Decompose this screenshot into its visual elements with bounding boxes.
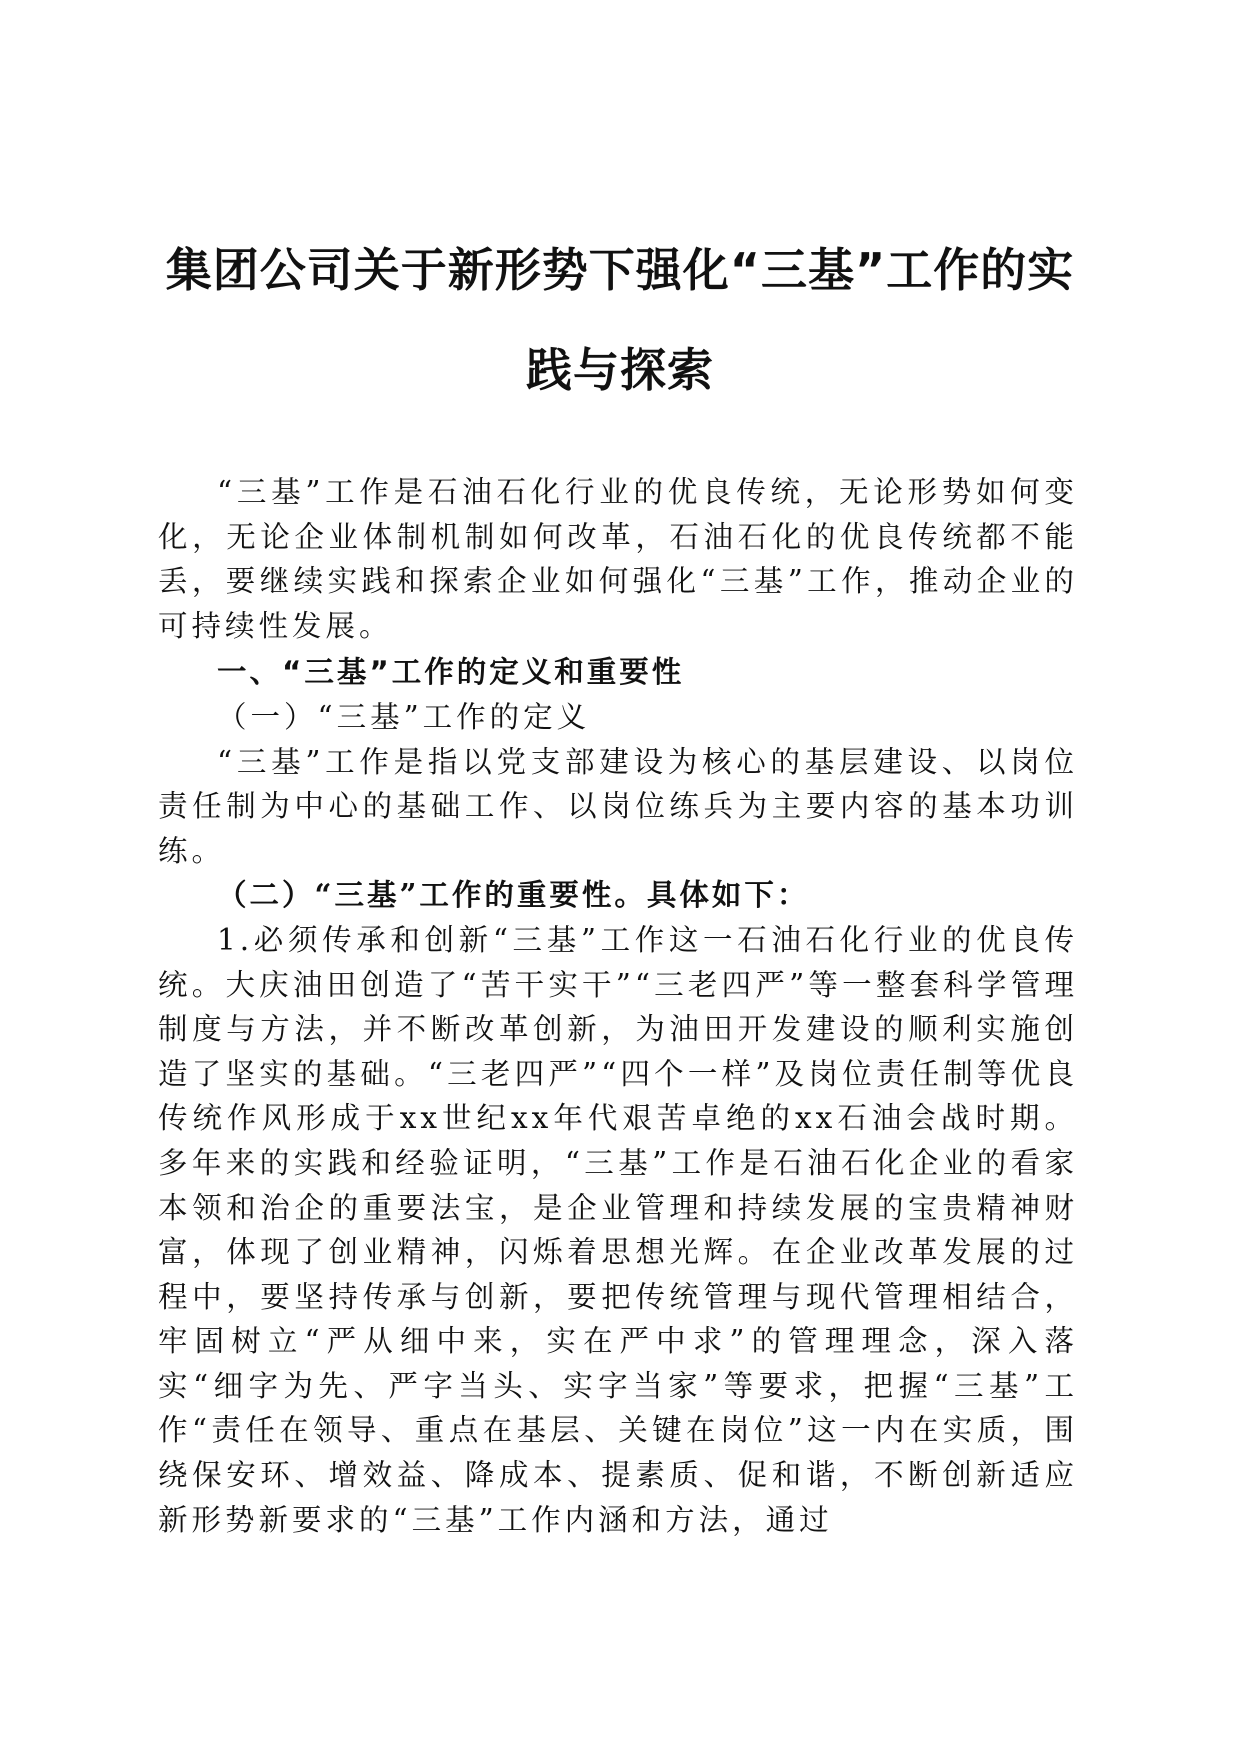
definition-paragraph: “三基”工作是指以党支部建设为核心的基层建设、以岗位责任制为中心的基础工作、以岗位练兵为主要内容的基本功训练。 bbox=[158, 744, 1078, 868]
point-1-paragraph: 1.必须传承和创新“三基”工作这一石油石化行业的优良传统。大庆油田创造了“苦干实干”“三老四严”等一整套科学管理制度与方法，并不断改革创新，为油田开发建设的顺利实施创造了坚实的基础。“三老四严”“四个一样”及岗位责任制等优良传统作风形成于xx世纪xx年代艰苦卓绝的xx石油会战时期。多年来的实践和经验证明，“三基”工作是石油石化企业的看家本领和治企的重要法宝，是企业管理和持续发展的宝贵精神财富，体现了创业精神，闪烁着思想光辉。在企业改革发展的过程中，要坚持传承与创新，要把传统管理与现代管理相结合，牢固树立“严从细中来，实在严中求”的管理理念，深入落实“细字为先、严字当头、实字当家”等要求，把握“三基”工作“责任在领导、重点在基层、关键在岗位”这一内在实质，围绕保安环、增效益、降成本、提素质、促和谐，不断创新适应新形势新要求的“三基”工作内涵和方法，通过 bbox=[158, 922, 1078, 1537]
title-line-1: 集团公司关于新形势下强化“三基”工作的实 bbox=[165, 243, 1075, 297]
subsection-heading-definition: （一）“三基”工作的定义 bbox=[217, 699, 591, 734]
subsection-heading-importance: （二）“三基”工作的重要性。具体如下： bbox=[217, 877, 810, 913]
intro-paragraph: “三基”工作是石油石化行业的优良传统，无论形势如何变化，无论企业体制机制如何改革，石油石化的优良传统都不能丢，要继续实践和探索企业如何强化“三基”工作，推动企业的可持续性发展。 bbox=[158, 475, 1078, 643]
document-body bbox=[158, 470, 1078, 1542]
section-heading-1: 一、“三基”工作的定义和重要性 bbox=[217, 655, 685, 690]
document-title bbox=[150, 220, 1090, 420]
title-line-2: 践与探索 bbox=[526, 343, 714, 397]
